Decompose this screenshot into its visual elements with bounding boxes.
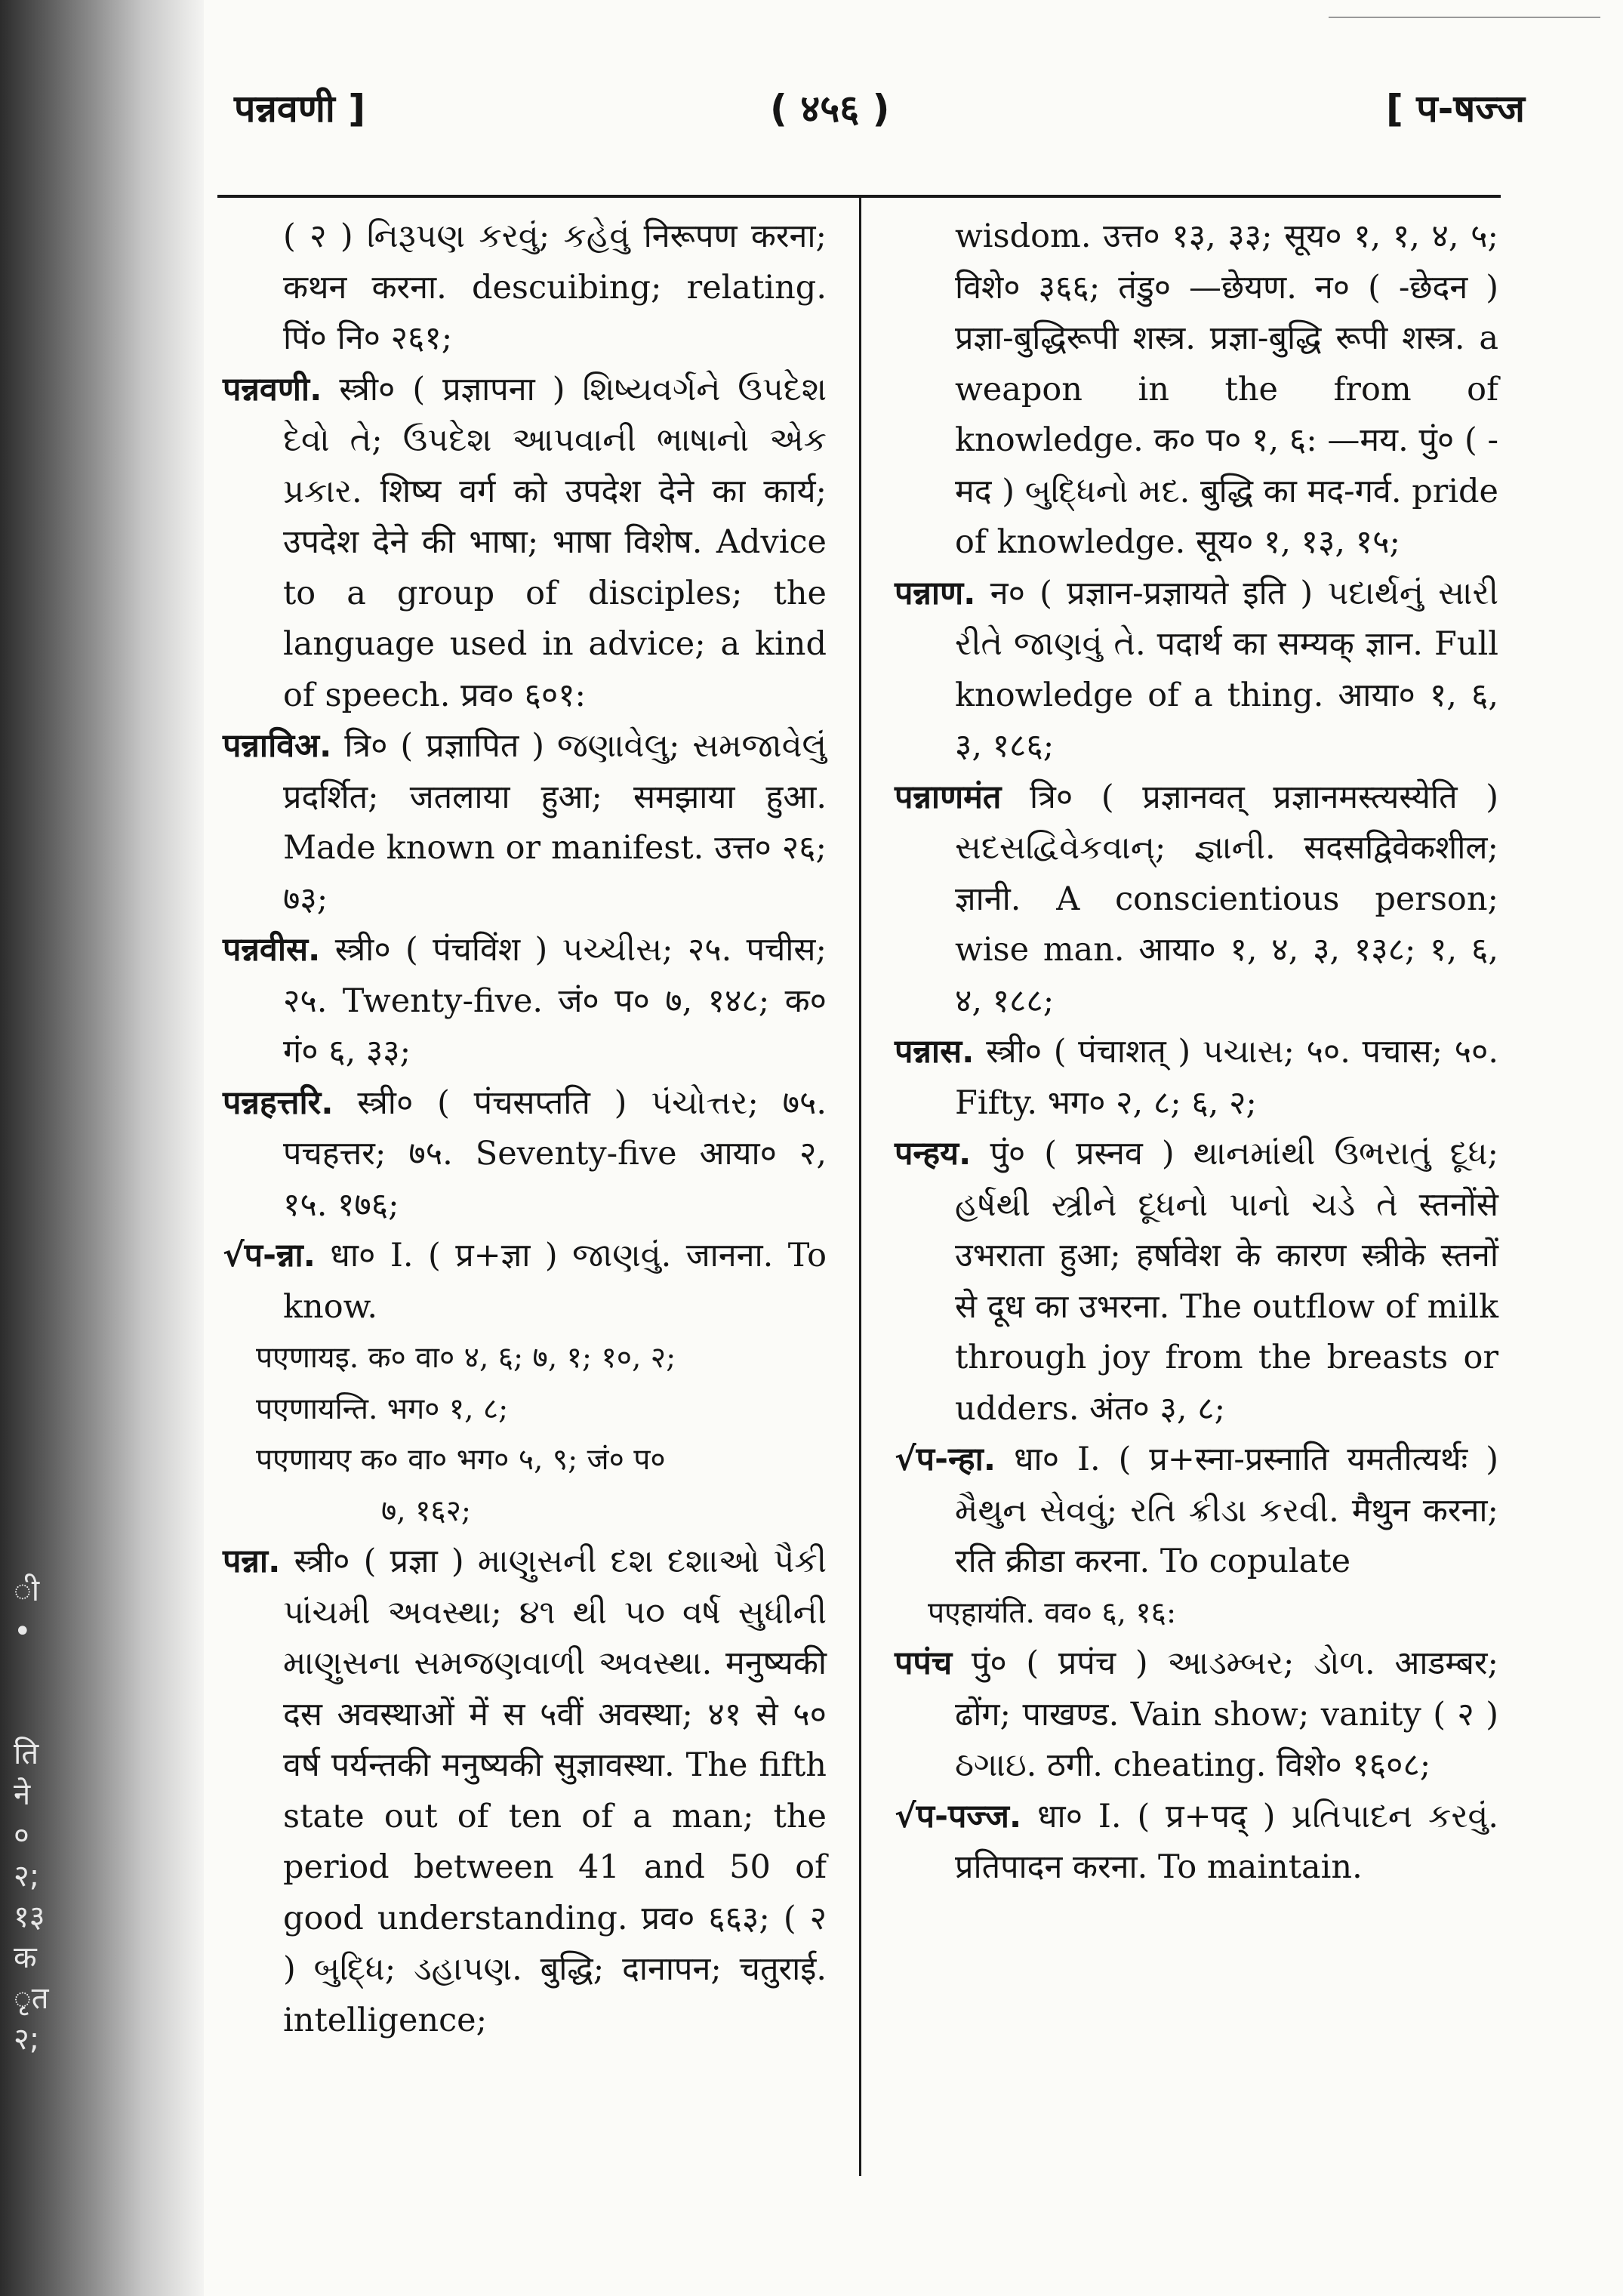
top-edge-line — [1329, 17, 1600, 18]
gutter-fragment: ने — [14, 1777, 31, 1812]
running-head-left: पन्नवणी ] — [234, 87, 366, 131]
entry-headword: पन्नवीस. — [223, 931, 321, 969]
entry-definition: पुं० ( प्रस्नव ) થાનમાંથી ઉભરાતું દૂધ; હર્ષથી સ્ત્રીને દૂધનો પાનો ચડે તે स्तनोंसे उभराता हुआ; हर्षावेश के कारण स्त्रीके स्तनों से दूध का उभरना. The outflow of milk through joy from the breasts or udders. अंत० ३, ८; — [955, 1135, 1498, 1428]
dictionary-entry — [895, 1435, 1498, 1588]
entry-headword: पन्नाविअ. — [223, 727, 332, 765]
entry-definition: धा० I. ( प्र+ज्ञा ) જાણવું. जानना. To know. — [283, 1237, 827, 1326]
dictionary-entry — [223, 1536, 827, 2046]
entry-headword: पन्नहत्तरि. — [223, 1083, 334, 1122]
gutter-fragment: ति — [14, 1737, 39, 1771]
entry-definition: त्रि० ( प्रज्ञानवत् प्रज्ञानमस्त्यस्येति ) સદસદ્વિવેકવાન્; જ્ઞાની. सदसद्विवेकशील; ज्ञानी. A conscientious person; wise man. आया० १, ४, ३, १३८; १, ६, ४, १८८; — [955, 778, 1498, 1020]
dictionary-entry — [223, 211, 827, 365]
dictionary-entry — [895, 211, 1498, 569]
dictionary-entry — [895, 1638, 1498, 1792]
gutter-text-fragments — [14, 1570, 59, 2060]
entry-definition: धा० I. ( प्र+स्ना-प्रस्नाति यमतीत्यर्थः ) મૈથુન સેવવું; રતિ ક્રીડા કરવી. मैथुन करना; रति क्रीडा करना. To copulate — [955, 1441, 1498, 1580]
entry-definition: स्त्री० ( प्रज्ञापना ) શિષ્યવર્ગને ઉપદેશ દેવો તે; ઉપદેશ આપવાની ભાષાનો એક પ્રકાર. शिष्य वर्ग को उपदेश देने का कार्य; उपदेश देने की भाषा; भाषा विशेष. Advice to a group of disciples; the language used in advice; a kind of speech. प्रव० ६०१: — [283, 370, 827, 714]
entry-definition: स्त्री० ( पंचसप्तति ) પંચોત્તર; ७५. पचहत्तर; ७५. Seventy-five आया० २, १५. १७६; — [283, 1083, 827, 1224]
entry-headword: पन्नास. — [895, 1033, 975, 1071]
dictionary-entry — [223, 721, 827, 925]
entry-definition: स्त्री० ( प्रज्ञा ) માણુસની દશ દશાઓ પૈકી પાંચમી અવસ્થા; ૪૧ થી ૫૦ વર્ષ સુધીની માણુસના સમજણવાળી અવસ્થા. मनुष्यकी दस अवस्थाओं में स ५वीं अवस्था; ४१ से ५० वर्ष पर्यन्तकी मनुष्यकी सुज्ञावस्था. The fifth state out of ten of a man; the period between 41 and 50 of good understanding. प्रव० ६६३; ( २ ) બુદ્ધિ; ડહાપણ. बुद्धि; दानापन; चतुराई. intelligence; — [283, 1542, 827, 2039]
entry-headword: √प-पज्ज. — [895, 1797, 1022, 1835]
entry-headword: √प-न्ना. — [223, 1237, 316, 1274]
dictionary-entry — [895, 1027, 1498, 1129]
gutter-fragment: ० — [14, 1818, 29, 1853]
left-column — [223, 211, 827, 2046]
entry-definition: पुं० ( प्रपंच ) આડમ્બર; ડોળ. आडम्बर; ढोंग; पाखण्ड. Vain show; vanity ( २ ) ઠગાઇ. ठगी. cheating. विशे० १६०८; — [955, 1644, 1499, 1784]
entry-headword: पन्ना. — [223, 1542, 281, 1580]
entry-definition: ( २ ) નિરૂપણ કરવું; કહેવું निरूपण करना; कथन करना. descuibing; relating. पिं० नि० २६१; — [283, 217, 827, 357]
entry-headword: पन्नाणमंत — [895, 778, 1002, 816]
dictionary-entry — [895, 1129, 1498, 1435]
inflected-form: पएहायंति. वव० ६, १६: — [928, 1595, 1177, 1630]
gutter-fragment: ृत — [14, 1981, 49, 2016]
entry-definition: न० ( प्रज्ञान-प्रज्ञायते इति ) પદાર્થનું સારી રીતે જાણવું તે. पदार्थ का सम्यक् ज्ञान. Full knowledge of a thing. आया० १, ६, ३, १८६; — [955, 574, 1498, 765]
right-column — [895, 211, 1498, 1894]
entry-headword: पन्नवणी. — [223, 370, 322, 408]
dictionary-entry — [895, 772, 1498, 1028]
inflected-form-continuation: ७, १६२; — [381, 1493, 472, 1528]
gutter-fragment — [14, 1693, 59, 1734]
dictionary-entry — [223, 365, 827, 722]
entry-definition: धा० I. ( प्र+पद् ) પ્રતિપાદન કરવું. प्रतिपादन करना. To maintain. — [955, 1797, 1499, 1886]
entry-definition: त्रि० ( प्रज्ञापित ) જણાવેલુ; સમજાવેલું प्रदर्शित; जतलाया हुआ; समझाया हुआ. Made known or manifest. उत्त० २६; ७३; — [283, 727, 827, 918]
entry-headword: पपंच — [895, 1644, 953, 1682]
entry-headword: √प-न्हा. — [895, 1441, 996, 1478]
inflected-form: पएणायन्ति. भग० १, ८; — [256, 1391, 509, 1426]
inflected-form: पएणायए क० वा० भग० ५, ९; जं० प० — [256, 1443, 666, 1477]
gutter-fragment: • — [14, 1614, 32, 1649]
page-number: ( ४५६ ) — [770, 87, 890, 131]
column-divider — [859, 198, 861, 2176]
dictionary-entry — [895, 1792, 1498, 1894]
dictionary-entry — [223, 925, 827, 1078]
gutter-fragment — [14, 1652, 59, 1693]
entry-definition: स्त्री० ( पंचविंश ) પચ્ચીસ; २५. पचीस; २५. Twenty-five. जं० प० ७, १४८; क० गं० ६, ३३; — [283, 931, 827, 1071]
dictionary-entry — [223, 1231, 827, 1333]
entry-definition: wisdom. उत्त० १३, ३३; सूय० १, १, ४, ५; विशे० ३६६; तंडु० —छेयण. न० ( -छेदन ) प्रज्ञा-बुद्धिरूपी शस्त्र. प्रज्ञा-बुद्धि रूपी शस्त्र. a weapon in the from of knowledge. क० प० १, ६: —मय. पुं० ( -मद ) બુદ્ધિનો મદ. बुद्धि का मद-गर्व. pride of knowledge. सूय० १, १३, १५; — [955, 217, 1498, 561]
page-header — [226, 82, 1525, 149]
inflected-form: पएणायइ. क० वा० ४, ६; ७, १; १०, २; — [256, 1341, 676, 1375]
gutter-fragment: १३ — [14, 1900, 45, 1934]
gutter-fragment: ी — [14, 1573, 40, 1608]
entry-headword: पन्नाण. — [895, 574, 976, 612]
dictionary-entry — [223, 1078, 827, 1231]
dictionary-entry — [895, 569, 1498, 772]
running-head-right: [ प-षज्ज — [1385, 87, 1525, 131]
entry-definition: स्त्री० ( पंचाशत् ) પચાસ; ५०. पचास; ५०. Fifty. भग० २, ८; ६, २; — [955, 1033, 1499, 1122]
gutter-fragment: क — [14, 1940, 37, 1975]
gutter-fragment: २; — [14, 2022, 40, 2057]
gutter-fragment: २; — [14, 1859, 40, 1894]
entry-headword: पन्हय. — [895, 1135, 972, 1173]
